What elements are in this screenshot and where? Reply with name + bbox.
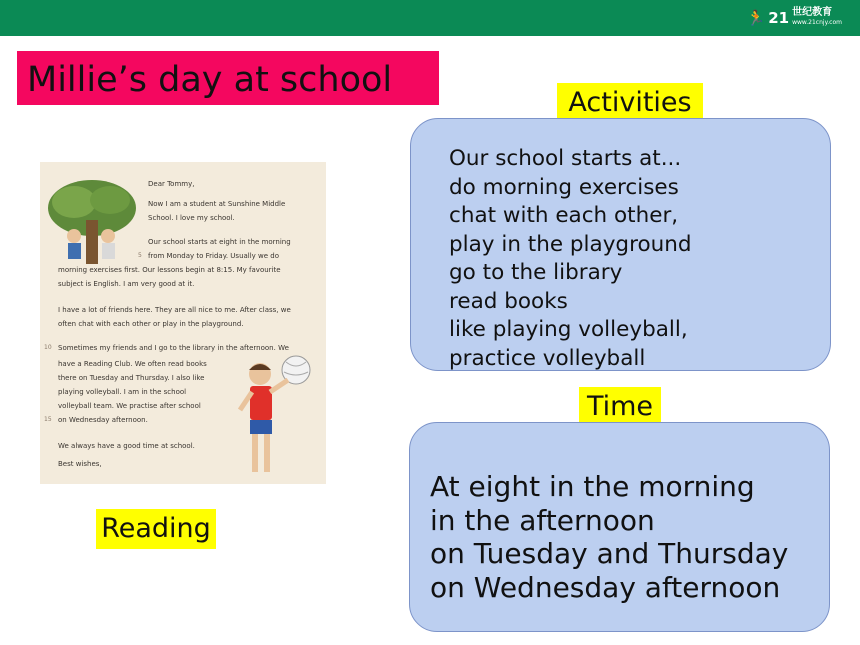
activities-label: Activities bbox=[557, 83, 703, 123]
time-list bbox=[430, 470, 788, 604]
letter-line: from Monday to Friday. Usually we do bbox=[148, 252, 280, 260]
activities-list bbox=[449, 145, 692, 373]
logo-text: 世纪教育 bbox=[792, 7, 833, 18]
letter-line: School. I love my school. bbox=[148, 214, 235, 222]
line-marker: 10 bbox=[44, 344, 52, 351]
letter-line: Sometimes my friends and I go to the library in the afternoon. We bbox=[58, 344, 289, 352]
slide-title-box bbox=[17, 51, 439, 105]
activity-item: do morning exercises bbox=[449, 174, 679, 200]
time-bubble bbox=[409, 422, 830, 632]
reading-letter-image bbox=[40, 162, 326, 484]
letter-greeting: Dear Tommy, bbox=[148, 180, 195, 188]
letter-line: We always have a good time at school. bbox=[58, 442, 195, 450]
line-marker: 15 bbox=[44, 416, 52, 423]
time-label: Time bbox=[579, 387, 661, 426]
time-item: on Tuesday and Thursday bbox=[430, 537, 789, 571]
letter-line: volleyball team. We practise after school bbox=[58, 402, 201, 410]
letter-line: subject is English. I am very good at it. bbox=[58, 280, 195, 288]
activity-item: read books bbox=[449, 288, 568, 314]
letter-line: morning exercises first. Our lessons begin at 8:15. My favourite bbox=[58, 266, 281, 274]
line-marker: 5 bbox=[138, 252, 142, 259]
activity-item: practice volleyball bbox=[449, 345, 646, 371]
time-item: At eight in the morning bbox=[430, 470, 755, 503]
letter-closing: Best wishes, bbox=[58, 460, 102, 468]
activities-bubble bbox=[410, 118, 831, 371]
letter-line: often chat with each other or play in the playground. bbox=[58, 320, 244, 328]
letter-line: I have a lot of friends here. They are all nice to me. After class, we bbox=[58, 306, 291, 314]
reading-label: Reading bbox=[96, 509, 216, 549]
activity-item: like playing volleyball, bbox=[449, 317, 688, 342]
activity-item: chat with each other, bbox=[449, 203, 679, 228]
letter-line: there on Tuesday and Thursday. I also like bbox=[58, 374, 205, 382]
letter-line: Now I am a student at Sunshine Middle bbox=[148, 200, 286, 208]
time-item: in the afternoon bbox=[430, 503, 655, 537]
header-bar bbox=[0, 0, 860, 36]
logo-url: www.21cnjy.com bbox=[792, 19, 842, 26]
logo-runner-icon: 🏃 bbox=[746, 8, 766, 27]
letter-line: have a Reading Club. We often read books bbox=[58, 360, 207, 368]
logo-mark: 21 bbox=[768, 8, 790, 27]
letter-line: Our school starts at eight in the morning bbox=[148, 238, 291, 246]
activity-item: go to the library bbox=[449, 260, 623, 285]
tree-illustration-icon bbox=[44, 176, 140, 268]
time-item: on Wednesday afternoon bbox=[430, 570, 781, 604]
letter-line: on Wednesday afternoon. bbox=[58, 416, 148, 424]
brand-logo bbox=[747, 6, 842, 30]
boy-volleyball-illustration-icon bbox=[230, 352, 320, 482]
slide-title: Millie’s day at school bbox=[27, 60, 393, 100]
letter-line: playing volleyball. I am in the school bbox=[58, 388, 187, 396]
activity-item: play in the playground bbox=[449, 231, 692, 257]
activity-item: Our school starts at... bbox=[449, 146, 682, 171]
